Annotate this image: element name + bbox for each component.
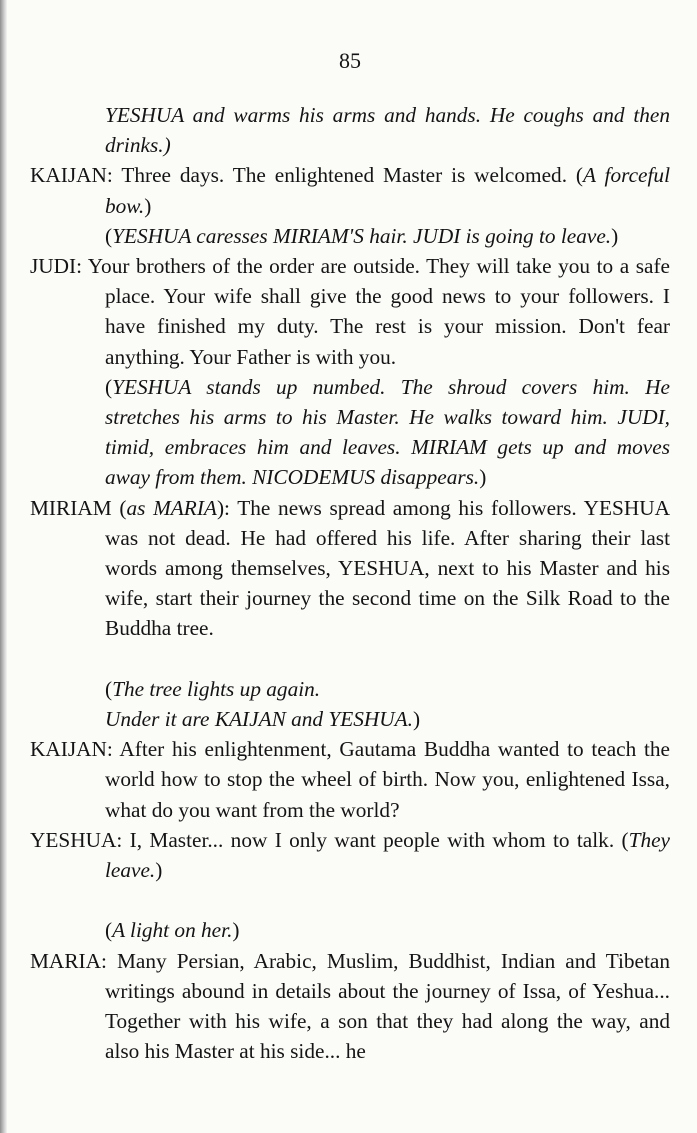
dialogue-judi [30,251,670,372]
stage-direction [30,100,670,160]
dialogue-text: : After his enlightenment, Gautama Buddha wanted to teach the world how to stop the wheel of birth. Now you, enlightened Issa, what do you want from the world? [105,737,670,822]
stage-direction [30,674,670,734]
dialogue-maria [30,946,670,1067]
stage-direction-line: Under it are KAIJAN and YESHUA. [105,707,413,732]
paren-close: ) [144,193,152,218]
stage-direction-inline: They leave. [105,827,670,883]
stage-direction [30,915,670,945]
dialogue-kaijan [30,734,670,825]
dialogue-miriam [30,493,670,644]
dialogue-text: : Your brothers of the order are outside. They will take you to a safe place. Your wife shall give the good news to your followers. I have finished my duty. The rest is your mission. Don't fear anything. Your Father is with you. [76,254,670,369]
dialogue-text: ): The news spread among his followers. YESHUA was not dead. He had offered his life. After sharing their last words among themselves, YESHUA, next to his Master and his wife, start their journey the second time on the Silk Road to the Buddha tree. [105,495,671,641]
paren-close: ) [479,465,487,490]
dialogue-text: : I, Master... now I only want people with whom to talk. ( [116,827,629,852]
blank-line [30,885,670,915]
stage-direction-inline: A forceful bow. [105,163,670,218]
dialogue-text: : Many Persian, Arabic, Muslim, Buddhist, Indian and Tibetan writings abound in details about the journey of Issa, of Yeshua... Together with his wife, a son that they had along the way, and also his Master at his side... he [101,948,670,1064]
stage-direction-text: A light on her. [112,918,233,943]
speaker-name: MARIA [30,948,101,973]
dialogue-yeshua [30,825,670,885]
page-number: 85 [339,48,361,73]
paren-open: ( [111,495,127,520]
speaker-name: MIRIAM [30,495,112,520]
stage-direction-text: YESHUA stands up numbed. The shroud covers him. He stretches his arms to his Master. He walks toward him. JUDI, timid, embraces him and leaves. MIRIAM gets up and moves away from them. NICODEMUS disappears. [105,374,670,490]
stage-direction-text: YESHUA and warms his arms and hands. He coughs and then drinks.) [105,103,670,158]
paren-open: ( [105,223,113,248]
paren-close: ) [412,707,421,732]
book-page [30,0,670,1133]
dialogue-text: : Three days. The enlightened Master is welcomed. ( [106,163,584,188]
paren-open: ( [105,374,113,399]
dialogue-kaijan [30,160,670,220]
script-text [30,100,670,1066]
paren-close: ) [232,918,240,943]
paren-open: ( [105,676,113,701]
paren-close: ) [611,223,619,248]
stage-direction-inline: as MARIA [126,495,217,520]
paren-close: ) [155,858,163,883]
stage-direction-text: YESHUA caresses MIRIAM'S hair. JUDI is going to leave. [112,223,612,248]
stage-direction [30,372,670,493]
speaker-name: KAIJAN [30,163,107,188]
speaker-name: KAIJAN [30,737,107,762]
paren-open: ( [105,918,113,943]
blank-line [30,644,670,674]
stage-direction-line: The tree lights up again. [112,676,321,701]
stage-direction [30,221,670,251]
speaker-name: JUDI [30,254,77,279]
speaker-name: YESHUA [30,827,117,852]
page-edge-shadow [0,0,7,1133]
